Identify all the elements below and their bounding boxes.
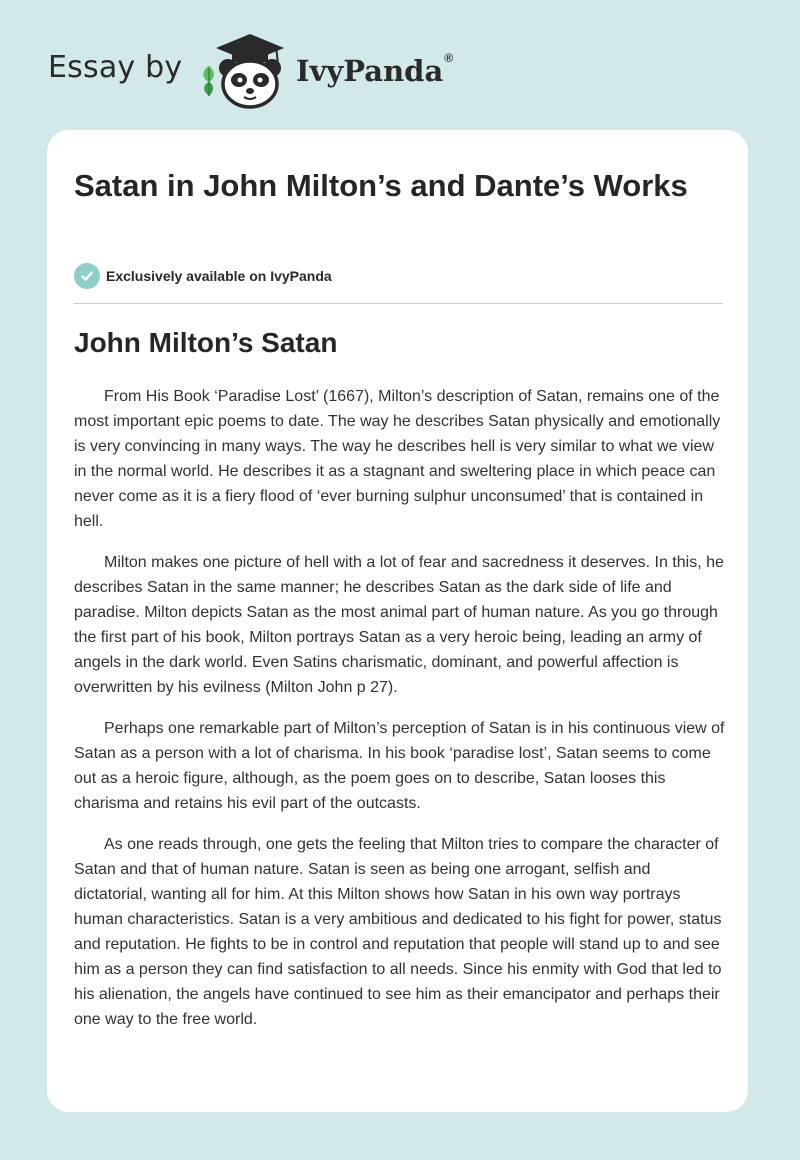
exclusive-badge (74, 263, 332, 289)
site-header (48, 30, 488, 110)
checkmark-icon (74, 263, 100, 289)
paragraph: From His Book ‘Paradise Lost’ (1667), Milton’s description of Satan, remains one of the most important epic poems to date. The way he describes Satan physically and emotionally is very convincing in many ways. The way he describes hell is very similar to what we view in the normal world. He describes it as a stagnant and sweltering place in which peace can never come as it is a fiery flood of ‘ever burning sulphur unconsumed’ that is contained in hell. (74, 388, 721, 530)
registered-mark: ® (444, 51, 454, 66)
section-heading: John Milton’s Satan (74, 327, 338, 358)
paragraph: Milton makes one picture of hell with a lot of fear and sacredness it deserves. In this, he describes Satan in the same manner; he describes Satan as the dark side of life and paradise. Milton depicts Satan as the most animal part of human nature. As you go through the first part of his book, Milton portrays Satan as a very heroic being, leading an army of angels in the dark world. Even Satins charismatic, dominant, and powerful affection is overwritten by his evilness (Milton John p 27). (74, 554, 724, 696)
divider (74, 303, 723, 304)
page-title: Satan in John Milton’s and Dante’s Works (74, 168, 688, 203)
essay-by-label: Essay by (48, 50, 183, 85)
article-card (47, 130, 748, 1112)
brand-name[interactable] (296, 51, 454, 88)
brand-name-text: IvyPanda (296, 54, 444, 88)
ivy-leaf-icon (198, 64, 220, 103)
exclusive-label: Exclusively available on IvyPanda (106, 268, 332, 284)
paragraph: Perhaps one remarkable part of Milton’s perception of Satan is in his continuous view of Satan as a person with a lot of charisma. In his book ‘paradise lost’, Satan seems to come out as a heroic figure, although, as the poem goes on to describe, Satan looses this charisma and retains his evil part of the outcasts. (74, 720, 725, 812)
article-body (74, 384, 726, 1048)
paragraph: As one reads through, one gets the feeling that Milton tries to compare the character of Satan and that of human nature. Satan is seen as being one arrogant, selfish and dictatorial, wanting all for him. At this Milton shows how Satan in his own way portrays human characteristics. Satan is a very ambitious and dedicated to his fight for power, status and reputation. He fights to be in control and reputation that people will stand up to and see him as a person they can find satisfaction to all needs. Since his enmity with God that led to his alienation, the angels have continued to see him as their emancipator and perhaps their one way to the free world. (74, 836, 722, 1028)
